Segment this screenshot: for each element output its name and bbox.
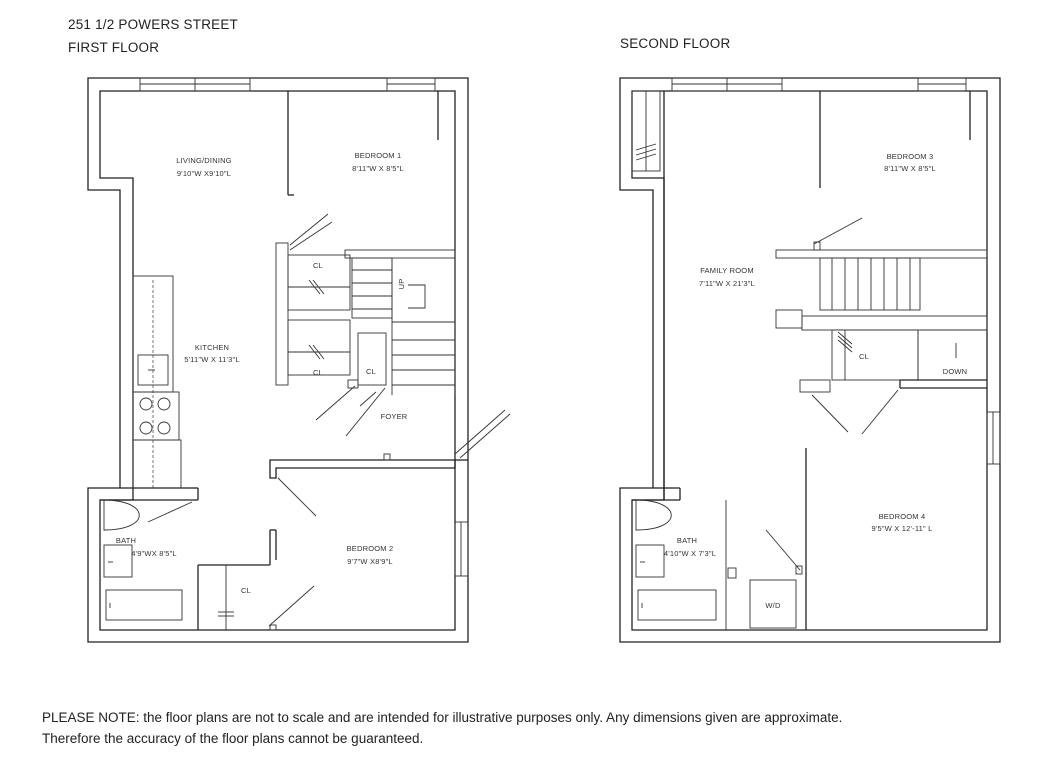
family-room-dims: 7'11"W X 21'3"L (698, 279, 756, 288)
closet-label-foyer: CL (366, 367, 376, 376)
closet-label-lower: CL (313, 368, 323, 377)
second-floor-plan (620, 78, 1000, 642)
bedroom1-dims: 8'11"W X 8'5"L (352, 164, 404, 173)
first-floor-title: FIRST FLOOR (68, 40, 160, 55)
stair-up-label: UP (397, 278, 406, 290)
bedroom3-dims: 8'11"W X 8'5"L (884, 164, 936, 173)
bedroom2-dims: 9'7"W X8'9"L (347, 557, 393, 566)
disclaimer-line-2: Therefore the accuracy of the floor plans cannot be guaranteed. (42, 731, 424, 746)
closet-label-upper: CL (313, 261, 323, 270)
bedroom4-dims: 9'5"W X 12'-11" L (871, 524, 933, 533)
closet-label: CL (859, 352, 869, 361)
bath-dims: 4'10"W X 7'3"L (663, 549, 717, 558)
kitchen-dims: 5'11"W X 11'3"L (184, 355, 240, 364)
bath-label: BATH (676, 536, 698, 545)
address-title: 251 1/2 POWERS STREET (68, 17, 239, 32)
bedroom3-label: BEDROOM 3 (886, 152, 934, 161)
first-floor-labels (116, 151, 408, 595)
closet-label-hall: CL (241, 586, 251, 595)
stair-down-label: DOWN (942, 367, 968, 376)
living-dining-label: LIVING/DINING (176, 156, 232, 165)
foyer-label: FOYER (380, 412, 408, 421)
second-floor-labels (664, 152, 967, 610)
kitchen-label: KITCHEN (194, 343, 230, 352)
family-room-label: FAMILY ROOM (700, 266, 754, 275)
bedroom4-label: BEDROOM 4 (878, 512, 926, 521)
bedroom2-label: BEDROOM 2 (346, 544, 394, 553)
washer-dryer-label: W/D (765, 601, 781, 610)
second-floor-title: SECOND FLOOR (620, 36, 731, 51)
living-dining-dims: 9'10"W X9'10"L (176, 169, 232, 178)
bath-dims: 4'9"WX 8'5"L (131, 549, 177, 558)
bath-label: BATH (115, 536, 137, 545)
bedroom1-label: BEDROOM 1 (354, 151, 402, 160)
disclaimer-line-1: PLEASE NOTE: the floor plans are not to scale and are intended for illustrative purposes only. Any dimensions given are approximate. (42, 710, 843, 725)
first-floor-plan (88, 78, 510, 642)
